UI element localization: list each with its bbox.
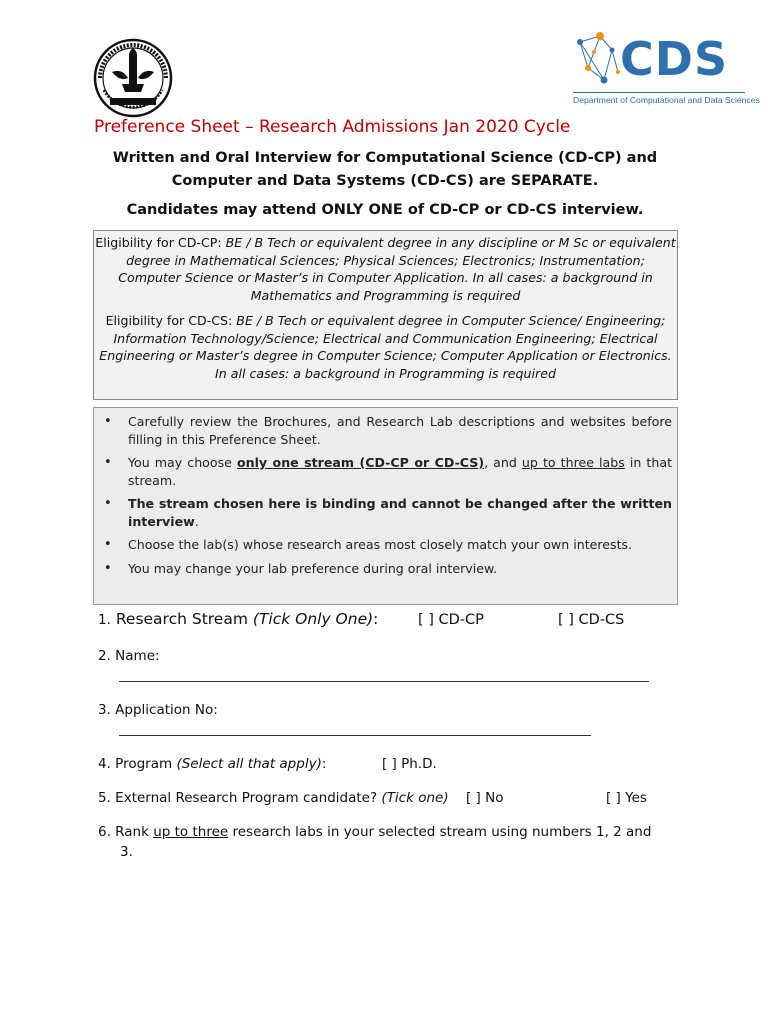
instruction-2-pre: You may choose <box>128 455 237 470</box>
instruction-2-mid: , and <box>484 455 522 470</box>
subtitle-line-3: Candidates may attend ONLY ONE of CD-CP or CD-CS interview. <box>126 202 644 218</box>
eligibility-cd-cp-text: BE / B Tech or equivalent degree in any discipline or M Sc or equivalent degree in Mathematical Sciences; Physical Sciences; Electronics; Instrumentation; Computer Science or Master’s in Computer Application. In all cases: a background in Mathematics and Programming is required <box>118 235 676 303</box>
bullet-icon: • <box>104 560 112 576</box>
list-item <box>100 536 672 554</box>
q1-colon: : <box>373 610 379 628</box>
cds-logo-text: CDS <box>620 32 729 86</box>
list-item <box>100 454 672 489</box>
application-no-input-line[interactable] <box>119 735 591 736</box>
instruction-2-post: in that stream. <box>128 455 673 488</box>
subtitle-line-1: Written and Oral Interview for Computational Science (CD-CP) and <box>112 150 658 166</box>
q4-label: 4. Program <box>98 756 177 772</box>
iisc-seal-logo <box>92 38 174 118</box>
page-title: Preference Sheet – Research Admissions Jan 2020 Cycle <box>94 117 571 137</box>
instruction-2-stream: only one stream (CD-CP or CD-CS) <box>236 455 485 470</box>
question-rank-labs <box>98 824 651 840</box>
q5-hint: (Tick one) <box>381 790 449 806</box>
question-name: 2. Name: <box>98 648 160 664</box>
q6-post: research labs in your selected stream using numbers 1, 2 and <box>228 824 652 840</box>
eligibility-cd-cs <box>95 312 676 382</box>
question-external-program <box>98 790 449 806</box>
question-program <box>98 756 326 772</box>
list-item <box>100 413 672 448</box>
phd-checkbox[interactable]: [ ] Ph.D. <box>382 756 437 772</box>
bullet-icon: • <box>104 496 112 511</box>
cd-cp-checkbox[interactable]: [ ] CD-CP <box>418 612 484 628</box>
q6-line-2: 3. <box>120 844 133 860</box>
instruction-2-labs: up to three labs <box>521 455 625 470</box>
subtitle-line-2: Computer and Data Systems (CD-CS) are SEPARATE. <box>171 173 599 189</box>
q1-number: 1. <box>98 612 111 628</box>
external-no-checkbox[interactable]: [ ] No <box>466 790 504 806</box>
question-application-no: 3. Application No: <box>98 702 218 718</box>
q1-label: Research Stream <box>115 610 253 628</box>
bullet-icon: • <box>104 537 112 552</box>
list-item <box>100 495 672 530</box>
q1-hint: (Tick Only One) <box>252 610 374 628</box>
q6-underlined: up to three <box>153 824 229 840</box>
q6-pre: 6. Rank <box>98 824 154 840</box>
list-item <box>100 560 672 578</box>
bullet-icon: • <box>104 455 112 470</box>
instruction-3: The stream chosen here is binding and cannot be changed after the written interview <box>128 496 672 529</box>
instruction-3-end: . <box>194 513 199 529</box>
instruction-5: You may change your lab preference during oral interview. <box>128 560 498 576</box>
eligibility-cd-cp-label: Eligibility for CD-CP: <box>95 235 222 250</box>
external-yes-checkbox[interactable]: [ ] Yes <box>606 790 647 806</box>
eligibility-cd-cs-label: Eligibility for CD-CS: <box>105 313 233 328</box>
name-input-line[interactable] <box>119 681 649 682</box>
eligibility-cd-cs-text: BE / B Tech or equivalent degree in Computer Science/ Engineering; Information Technology/Science; Electrical and Communication Engineering; Electrical Engineering or Master’s degree in Computer Science; Computer Application or Electronics. In all cases: a background in Programming is required <box>99 313 672 381</box>
instructions-list <box>100 413 672 577</box>
q5-label: 5. External Research Program candidate? <box>98 790 382 806</box>
question-research-stream <box>98 610 378 628</box>
cd-cs-checkbox[interactable]: [ ] CD-CS <box>558 612 625 628</box>
eligibility-cd-cp <box>95 234 676 304</box>
cds-department-name: Department of Computational and Data Sciences <box>573 92 745 105</box>
q4-colon: : <box>321 756 327 772</box>
bullet-icon: • <box>104 414 112 429</box>
instruction-1: Carefully review the Brochures, and Research Lab descriptions and websites before filling in this Preference Sheet. <box>128 414 672 447</box>
instruction-4: Choose the lab(s) whose research areas most closely match your own interests. <box>128 537 633 552</box>
q4-hint: (Select all that apply) <box>176 756 322 772</box>
